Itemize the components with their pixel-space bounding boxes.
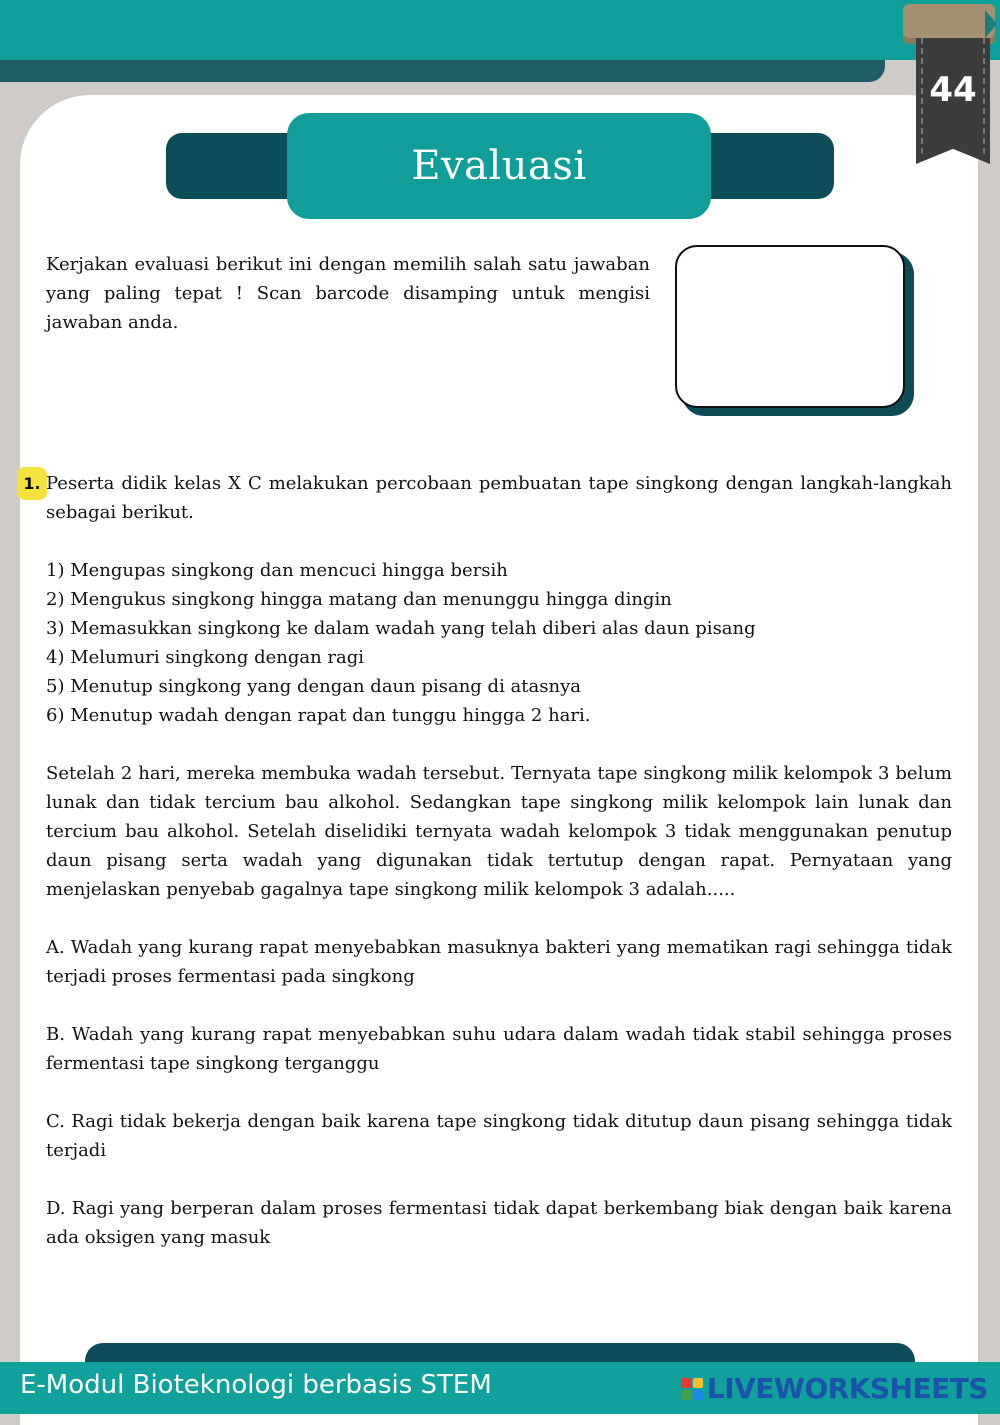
question-stem: Peserta didik kelas X C melakukan percobaan pembuatan tape singkong dengan langkah-langkah sebagai berikut. [46, 473, 952, 523]
logo-square [693, 1390, 703, 1400]
procedure-step: 6) Menutup wadah dengan rapat dan tunggu hingga 2 hari. [46, 705, 591, 726]
liveworksheets-brand[interactable] [681, 1372, 988, 1405]
page-title: Evaluasi [287, 113, 711, 219]
header-accent-bar [0, 60, 885, 82]
instructions-text: Kerjakan evaluasi berikut ini dengan memilih salah satu jawaban yang paling tepat ! Scan barcode disamping untuk mengisi jawaban anda. [46, 254, 650, 333]
module-title: E-Modul Bioteknologi berbasis STEM [20, 1370, 492, 1400]
answer-option-c[interactable]: C. Ragi tidak bekerja dengan baik karena tape singkong tidak ditutup daun pisang sehingga tidak terjadi [46, 1111, 952, 1161]
liveworksheets-wordmark: LIVEWORKSHEETS [706, 1372, 988, 1405]
page-number: 44 [929, 70, 977, 110]
question-scenario: Setelah 2 hari, mereka membuka wadah tersebut. Ternyata tape singkong milik kelompok 3 belum lunak dan tidak tercium bau alkohol. Sedangkan tape singkong milik kelompok lain lunak dan tercium bau alkohol. Setelah diselidiki ternyata wadah kelompok 3 tidak menggunakan penutup daun pisang serta wadah yang digunakan tidak tertutup dengan rapat. Pernyataan yang menjelaskan penyebab gagalnya tape singkong milik kelompok 3 adalah..... [46, 763, 952, 900]
answer-option-d[interactable]: D. Ragi yang berperan dalam proses fermentasi tidak dapat berkembang biak dengan baik karena ada oksigen yang masuk [46, 1198, 952, 1248]
ribbon-tail-decoration [985, 10, 997, 38]
procedure-step: 1) Mengupas singkong dan mencuci hingga bersih [46, 560, 508, 581]
answer-option-b[interactable]: B. Wadah yang kurang rapat menyebabkan suhu udara dalam wadah tidak stabil sehingga proses fermentasi tape singkong terganggu [46, 1024, 952, 1074]
procedure-step: 5) Menutup singkong yang dengan daun pisang di atasnya [46, 676, 581, 697]
answer-box[interactable] [675, 245, 905, 408]
header-band [0, 0, 1000, 60]
answer-option-a[interactable]: A. Wadah yang kurang rapat menyebabkan masuknya bakteri yang mematikan ragi sehingga tidak terjadi proses fermentasi pada singkong [46, 937, 952, 987]
question-number: 1. [17, 467, 47, 500]
procedure-step: 2) Mengukus singkong hingga matang dan menunggu hingga dingin [46, 589, 672, 610]
procedure-step: 3) Memasukkan singkong ke dalam wadah yang telah diberi alas daun pisang [46, 618, 756, 639]
logo-square [693, 1378, 703, 1388]
liveworksheets-logo-icon [681, 1378, 703, 1400]
question-content [46, 469, 952, 1252]
logo-square [681, 1390, 691, 1400]
procedure-steps [46, 556, 952, 730]
procedure-step: 4) Melumuri singkong dengan ragi [46, 647, 365, 668]
logo-square [681, 1378, 691, 1388]
